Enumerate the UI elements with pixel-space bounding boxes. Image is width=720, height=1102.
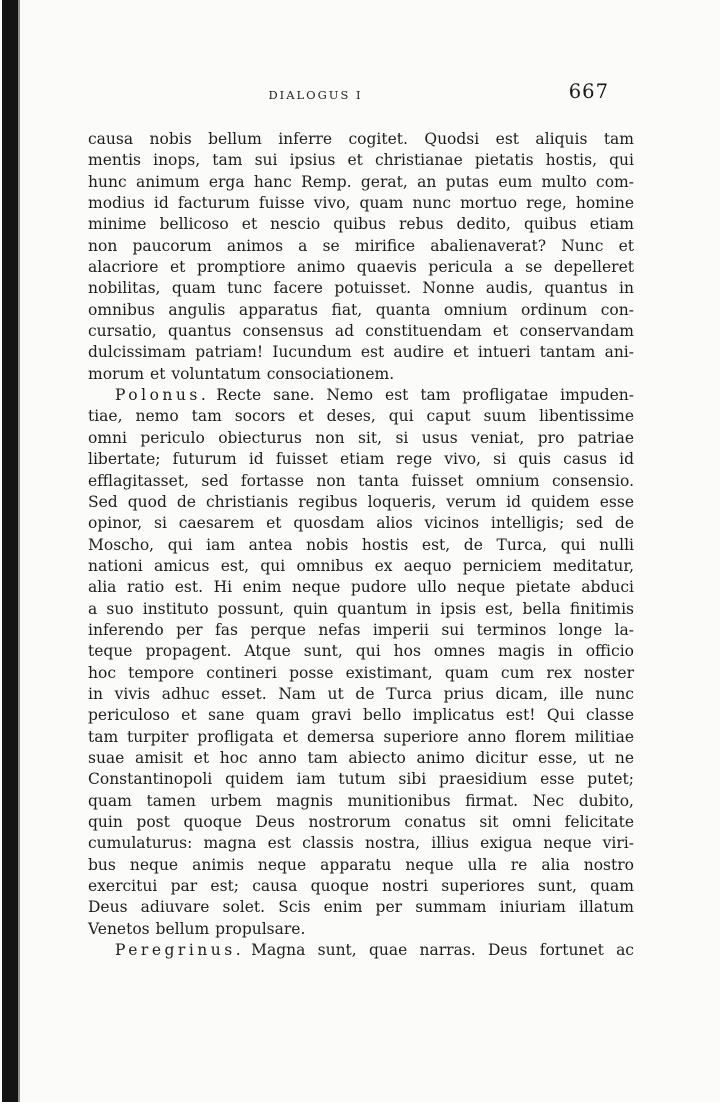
text-line: dulcissimam patriam! Iucundum est audire et intueri tantam ani-: [88, 343, 634, 362]
text-line: periculoso et sane quam gravi bello implicatus est! Qui classe: [88, 706, 634, 725]
text-line: Deus adiuvare solet. Scis enim per summam iniuriam illatum: [88, 898, 634, 917]
text-line: efflagitasset, sed fortasse non tanta fuisset omnium consensio.: [88, 471, 634, 490]
text-line: [88, 940, 634, 961]
text-line: causa nobis bellum inferre cogitet. Quodsi est aliquis tam: [88, 130, 634, 148]
text-line: omnibus angulis apparatus fiat, quanta omnium ordinum con-: [88, 300, 634, 319]
text-line: alia ratio est. Hi enim neque pudore ullo neque pietate abduci: [88, 578, 634, 597]
text-line: modius id facturum fuisse vivo, quam nunc mortuo rege, homine: [88, 194, 634, 213]
text-line: quam tamen urbem magnis munitionibus firmat. Nec dubito,: [88, 791, 634, 810]
text-line: Constantinopoli quidem iam tutum sibi praesidium esse putet;: [88, 770, 634, 789]
text-line: bus neque animis neque apparatu neque ulla re alia nostro: [88, 855, 634, 874]
text-line: omni periculo obiecturus non sit, si usus veniat, pro patriae: [88, 428, 634, 447]
text-line: morum et voluntatum consociationem.: [88, 364, 395, 383]
text-line: suae amisit et hoc anno tam abiecto animo dicitur esse, ut ne: [88, 748, 634, 767]
text-line: in vivis adhuc esset. Nam ut de Turca prius dicam, ille nunc: [88, 684, 634, 703]
speech-text: Magna sunt, quae narras. Deus fortunet ac: [251, 941, 634, 960]
text-line: opinor, si caesarem et quosdam alios vicinos intelligis; sed de: [88, 514, 634, 533]
page-number: 667: [568, 80, 609, 103]
speaker-name: Peregrinus.: [115, 941, 245, 960]
speech-text: Recte sane. Nemo est tam profligatae impuden-: [216, 386, 634, 405]
speaker-name: Polonus.: [115, 386, 210, 405]
text-line: alacriore et promptiore animo quaevis pericula a se depelleret: [88, 258, 634, 277]
text-line: minime bellicoso et nescio quibus rebus dedito, quibus etiam: [88, 215, 634, 234]
text-line: nobilitas, quam tunc facere potuisset. Nonne audis, quantus in: [88, 279, 634, 298]
scan-gutter-shadow-bar: [2, 0, 20, 1102]
running-title: DIALOGUS I: [268, 88, 363, 102]
text-line: quin post quoque Deus nostrorum conatus sit omni felicitate: [88, 813, 634, 831]
text-line: tiae, nemo tam socors et deses, qui caput suum libentissime: [88, 407, 634, 426]
text-line: [88, 385, 634, 406]
text-line: Sed quod de christianis regibus loqueris, verum id quidem esse: [88, 492, 634, 511]
text-line: Venetos bellum propulsare.: [88, 919, 306, 938]
text-line: teque propagent. Atque sunt, qui hos omnes magis in officio: [88, 642, 634, 661]
text-line: inferendo per fas perque nefas imperii sui terminos longe la-: [88, 620, 634, 639]
text-line: mentis inops, tam sui ipsius et christianae pietatis hostis, qui: [88, 151, 634, 170]
text-line: hoc tempore contineri posse existimant, quam cum rex noster: [88, 663, 634, 682]
text-line: cumulaturus: magna est classis nostra, illius exigua neque viri-: [88, 834, 634, 853]
text-line: cursatio, quantus consensus ad constituendam et conservandam: [88, 322, 634, 341]
body-text-block: [88, 129, 634, 961]
text-line: a suo instituto possunt, quin quantum in ipsis est, bella finitimis: [88, 599, 634, 618]
text-line: non paucorum animos a se mirifice abalienaverat? Nunc et: [88, 236, 634, 255]
text-line: nationi amicus est, qui omnibus ex aequo perniciem meditatur,: [88, 556, 634, 575]
text-line: tam turpiter profligata et demersa superiore anno florem militiae: [88, 727, 634, 746]
text-line: Moscho, qui iam antea nobis hostis est, de Turca, qui nulli: [88, 535, 634, 554]
page-header: [88, 80, 633, 105]
text-line: exercitui par est; causa quoque nostri superiores sunt, quam: [88, 877, 634, 896]
text-line: libertate; futurum id fuisset etiam rege vivo, si quis casus id: [88, 450, 634, 469]
text-line: hunc animum erga hanc Remp. gerat, an putas eum multo com-: [88, 172, 634, 191]
